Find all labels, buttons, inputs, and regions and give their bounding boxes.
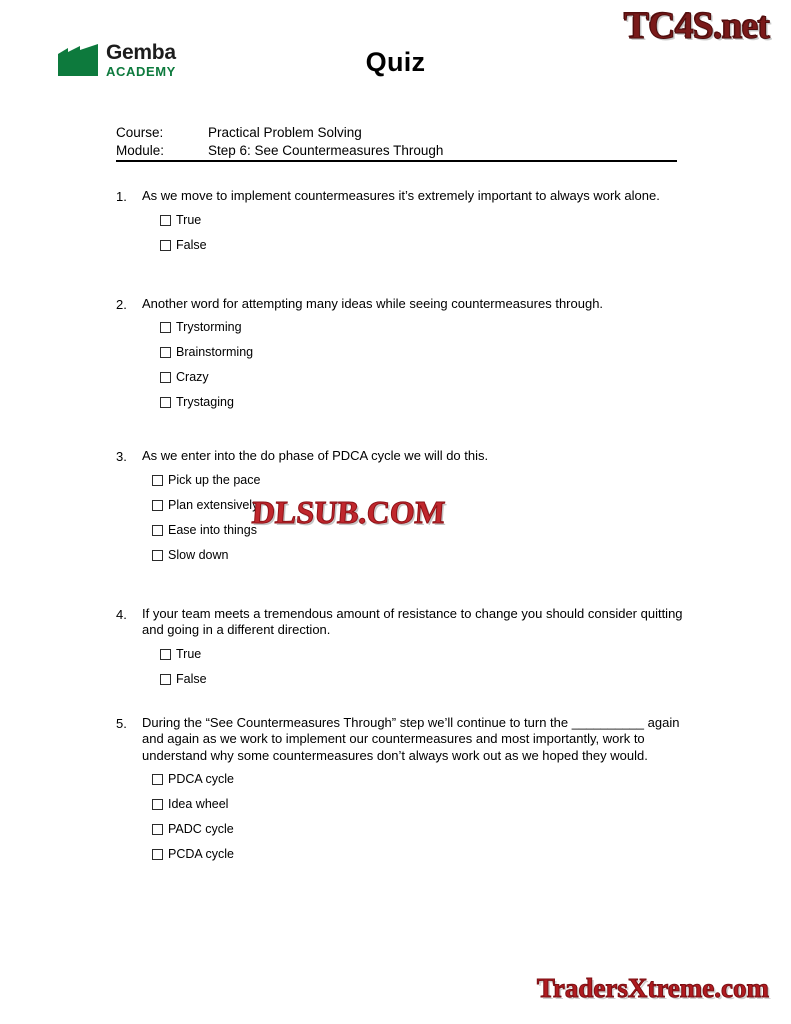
question-body xyxy=(142,715,696,873)
option-label: Trystorming xyxy=(176,320,242,334)
question-number: 3. xyxy=(116,449,127,464)
question-item xyxy=(116,188,696,263)
checkbox-icon[interactable] xyxy=(160,674,171,685)
option-label: True xyxy=(176,212,202,227)
course-row xyxy=(116,124,676,142)
option-label: Plan extensively xyxy=(168,497,259,512)
question-number: 5. xyxy=(116,715,127,731)
option-label: Crazy xyxy=(176,370,209,384)
question-number: 2. xyxy=(116,296,127,312)
question-body xyxy=(142,296,696,421)
option-row[interactable] xyxy=(142,370,696,385)
checkbox-icon[interactable] xyxy=(160,649,171,660)
question-number: 1. xyxy=(116,189,127,204)
option-row[interactable] xyxy=(142,672,696,687)
question-item xyxy=(116,715,696,873)
option-label: PADC cycle xyxy=(168,822,234,836)
option-label: False xyxy=(176,237,207,252)
question-list xyxy=(116,188,696,892)
option-row[interactable] xyxy=(142,213,696,228)
option-row[interactable] xyxy=(142,548,696,563)
question-item xyxy=(116,606,696,697)
checkbox-icon[interactable] xyxy=(160,215,171,226)
option-row[interactable] xyxy=(142,395,696,410)
option-label: False xyxy=(176,671,207,686)
watermark-middle: DLSUB.COM xyxy=(250,494,447,530)
header-divider xyxy=(116,160,677,162)
question-text: As we move to implement countermeasures it’s extremely important to always work alone. xyxy=(142,188,660,203)
course-value: Practical Problem Solving xyxy=(208,125,362,140)
option-label: True xyxy=(176,646,202,661)
option-label: Brainstorming xyxy=(176,345,254,359)
option-row[interactable] xyxy=(142,822,696,837)
checkbox-icon[interactable] xyxy=(160,372,171,383)
watermark-bottom-right: TradersXtreme.com xyxy=(536,973,769,1003)
checkbox-icon[interactable] xyxy=(160,240,171,251)
checkbox-icon[interactable] xyxy=(152,500,163,511)
option-label: Idea wheel xyxy=(168,797,229,811)
question-text: As we enter into the do phase of PDCA cycle we will do this. xyxy=(142,448,489,463)
option-row[interactable] xyxy=(142,772,696,787)
option-row[interactable] xyxy=(142,473,696,488)
question-text: Another word for attempting many ideas while seeing countermeasures through. xyxy=(142,295,604,311)
question-text: During the “See Countermeasures Through” step we’ll continue to turn the __________ again and again as we work to implement our countermeasures and most importantly, work to understand why some countermeasures don’t always work out as we hoped they would. xyxy=(142,714,680,763)
option-label: Trystaging xyxy=(176,395,234,409)
checkbox-icon[interactable] xyxy=(152,525,163,536)
checkbox-icon[interactable] xyxy=(152,824,163,835)
checkbox-icon[interactable] xyxy=(152,774,163,785)
checkbox-icon[interactable] xyxy=(152,849,163,860)
checkbox-icon[interactable] xyxy=(152,799,163,810)
checkbox-icon[interactable] xyxy=(152,550,163,561)
checkbox-icon[interactable] xyxy=(160,322,171,333)
option-row[interactable] xyxy=(142,345,696,360)
option-row[interactable] xyxy=(142,238,696,253)
checkbox-icon[interactable] xyxy=(160,397,171,408)
module-row xyxy=(116,142,676,160)
option-row[interactable] xyxy=(142,320,696,335)
option-label: PDCA cycle xyxy=(168,772,234,786)
question-body xyxy=(142,606,696,697)
question-body xyxy=(142,188,696,263)
page-title: Quiz xyxy=(365,47,426,77)
checkbox-icon[interactable] xyxy=(160,347,171,358)
option-label: PCDA cycle xyxy=(168,847,234,861)
checkbox-icon[interactable] xyxy=(152,475,163,486)
option-row[interactable] xyxy=(142,797,696,812)
option-label: Ease into things xyxy=(168,522,257,537)
module-label: Module: xyxy=(116,142,165,158)
option-row[interactable] xyxy=(142,847,696,862)
question-text: If your team meets a tremendous amount of resistance to change you should consider quitting and going in a different direction. xyxy=(142,605,683,637)
option-row[interactable] xyxy=(142,647,696,662)
course-label: Course: xyxy=(116,125,164,140)
question-item xyxy=(116,296,696,421)
course-meta xyxy=(116,124,676,160)
question-number: 4. xyxy=(116,606,127,622)
option-label: Pick up the pace xyxy=(168,472,261,487)
module-value: Step 6: See Countermeasures Through xyxy=(208,142,444,158)
watermark-top-right: TC4S.net xyxy=(623,5,769,47)
logo-name-top: Gemba xyxy=(106,41,176,64)
option-label: Slow down xyxy=(168,547,229,562)
logo-name-bottom: ACADEMY xyxy=(106,64,176,79)
